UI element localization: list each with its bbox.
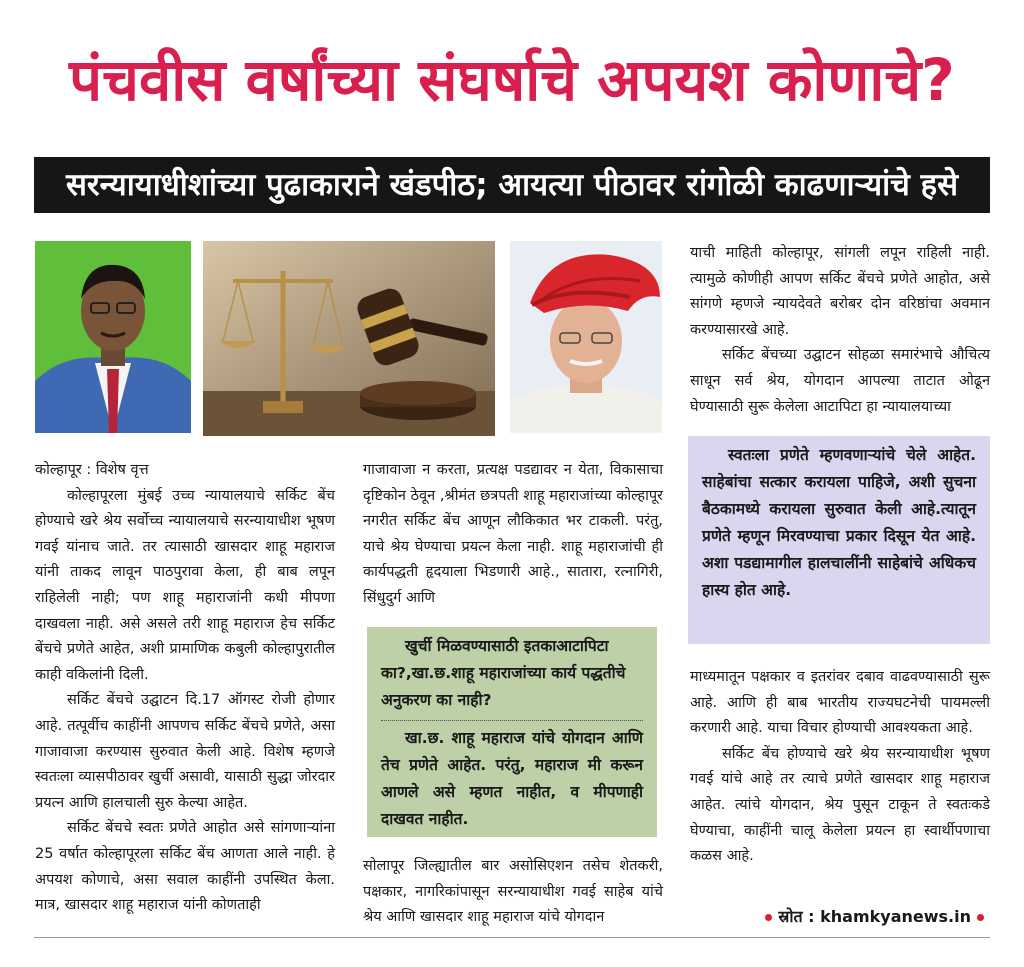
bottom-rule [34, 937, 990, 938]
bullet-dot-icon [977, 914, 984, 921]
paragraph: सर्किट बेंच होण्याचे खरे श्रेय सरन्यायाधीश भूषण गवई यांचे आहे तर त्याचे प्रणेते खासदार शाहू महाराज आहेत. त्यांचे योगदान, श्रेय पुसून टाकून ते स्वतःकडे घेण्याचा, काहींनी चालू केलेला प्रयत्न हा स्वार्थीपणाचा कळस आहे. [690, 745, 990, 865]
box-divider [381, 720, 643, 721]
paragraph: सर्किट बेंचच्या उद्घाटन सोहळा समारंभाचे औचित्य साधून सर्व श्रेय, योगदान आपल्या ताटात ओढून घेण्यासाठी सुरू केलेला आटापिटा हा न्यायालयाच्या [690, 347, 990, 415]
highlight-box-green [367, 627, 657, 837]
paragraph: सर्किट बेंचचे उद्घाटन दि.17 ऑगस्ट रोजी होणार आहे. तत्पूर्वीच काहींनी आपणच सर्किट बेंचचे प्रणेते, असा गाजावाजा करण्यास सुरुवात केली आहे. विशेष म्हणजे स्वतःला व्यासपीठावर खुर्ची असावी, यासाठी सुद्धा जोरदार प्रयत्न आणि हालचाली सुरु केल्या आहेत. [35, 692, 335, 811]
column-1 [35, 458, 335, 919]
source-credit [730, 905, 990, 929]
source-text: स्रोत : khamkyanews.in [778, 907, 971, 926]
paragraph: गाजावाजा न करता, प्रत्यक्ष पडद्यावर न येता, विकासाचा दृष्टिकोन ठेवून ,श्रीमंत छत्रपती शाहू महाराजांच्या कोल्हापूर नगरीत सर्किट बेंच आणून लौकिकात भर टाकली. परंतु, याचे श्रेय घेण्याचा प्रयत्न केला नाही. शाहू महाराजांची ही कार्यपद्धती हृदयाला भिडणारी आहे., सातारा, रत्नागिरी, सिंधुदुर्ग आणि [363, 462, 663, 606]
column-2-top [363, 458, 663, 612]
column-2-bottom [363, 854, 663, 931]
paragraph: सोलापूर जिल्ह्यातील बार असोसिएशन तसेच शेतकरी, पक्षकार, नागरिकांपासून सरन्यायाधीश गवई साहेब यांचे श्रेय आणि खासदार शाहू महाराज यांचे योगदान [363, 858, 663, 926]
paragraph: सर्किट बेंचचे स्वतः प्रणेते आहोत असे सांगणाऱ्यांना 25 वर्षात कोल्हापूरला सर्किट बेंच आणता आले नाही. हे अपयश कोणाचे, असा सवाल काहींनी उपस्थित केला. मात्र, खासदार शाहू महाराज यांनी कोणताही [35, 820, 335, 914]
box-question: खुर्ची मिळवण्यासाठी इतकाआटापिटा का?,खा.छ.शाहू महाराजांच्या कार्य पद्धतीचे अनुकरण का नाही? [381, 637, 626, 709]
gavel-scales-photo [203, 241, 495, 436]
column-3-bottom [690, 665, 990, 870]
paragraph: माध्यमातून पक्षकार व इतरांवर दबाव वाढवण्यासाठी सुरू आहे. आणि ही बाब भारतीय राज्यघटनेची पायमल्ली करणारी आहे. याचा विचार होण्याची आवश्यकता आहे. [690, 669, 990, 737]
person-photo-left [35, 241, 191, 433]
subheadline-bar: सरन्यायाधीशांच्या पुढाकाराने खंडपीठ; आयत्या पीठावर रांगोळी काढणाऱ्यांचे हसे [34, 157, 990, 213]
paragraph: कोल्हापूरला मुंबई उच्च न्यायालयाचे सर्किट बेंच होण्याचे खरे श्रेय सर्वोच्च न्यायालयाचे सरन्यायाधीश भूषण गवई यांनाच जाते. तर त्यासाठी खासदार शाहू महाराज यांनी ताकद लावून पाठपुरावा केला, ही बाब लपून राहिलेली नाही; पण शाहू महाराजांनी कधी मीपणा दाखवला नाही. असे असले तरी शाहू महाराज हेच सर्किट बेंचचे प्रणेते आहेत, अशी प्रामाणिक कबुली कोल्हापुरातील काही वकिलांनी दिली. [35, 487, 335, 683]
paragraph: याची माहिती कोल्हापूर, सांगली लपून राहिली नाही. त्यामुळे कोणीही आपण सर्किट बेंचचे प्रणेते आहोत, असे सांगणे म्हणजे न्यायदेवते बरोबर दोन वरिष्ठांचा अवमान करण्यासारखे आहे. [690, 245, 990, 338]
bullet-dot-icon [765, 914, 772, 921]
highlight-box-lavender [688, 436, 990, 644]
column-3-top [690, 241, 990, 420]
headline: पंचवीस वर्षांच्या संघर्षाचे अपयश कोणाचे? [69, 46, 955, 114]
box-text: स्वतःला प्रणेते म्हणवणाऱ्यांचे चेले आहेत. साहेबांचा सत्कार करायला पाहिजे, अशी सुचना बैठकामध्ये करायला सुरुवात केली आहे.त्यातून प्रणेते म्हणून मिरवण्याचा प्रकार दिसून येत आहे. अशा पडद्यामागील हालचालींनी साहेबांचे अधिकच हास्य होत आहे. [702, 446, 976, 599]
box-answer: खा.छ. शाहू महाराज यांचे योगदान आणि तेच प्रणेते आहेत. परंतु, महाराज मी करून आणले असे म्हणत नाहीत, व मीपणाही दाखवत नाहीत. [381, 729, 643, 828]
person-photo-turban [510, 241, 662, 433]
dateline: कोल्हापूर : विशेष वृत्त [35, 462, 149, 478]
